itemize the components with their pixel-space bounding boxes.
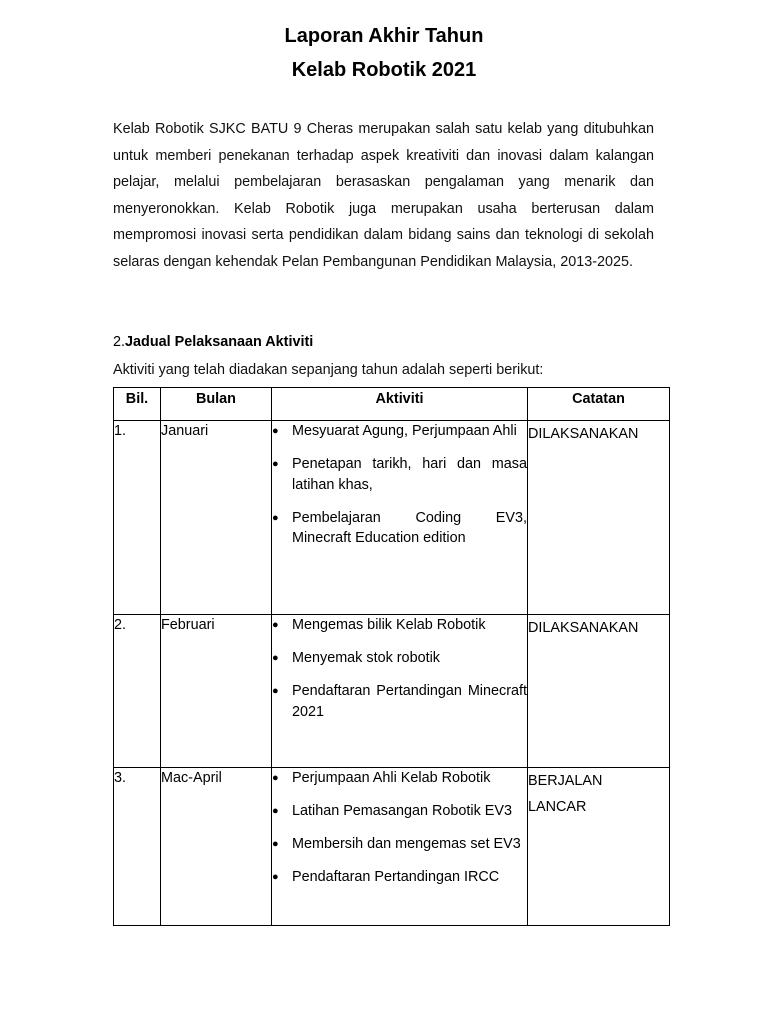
bullet-icon: ●: [272, 458, 279, 470]
row-aktiviti: [272, 615, 528, 768]
row-bulan: Februari: [161, 615, 272, 768]
table-row: [114, 768, 670, 926]
activity-text: Pendaftaran Pertandingan IRCC: [292, 869, 500, 885]
table-row: [114, 615, 670, 768]
header-catatan: Catatan: [528, 388, 670, 421]
activity-item: [272, 615, 527, 636]
document-title: Laporan Akhir Tahun: [284, 25, 484, 47]
activity-item: [272, 768, 527, 789]
header-aktiviti: Aktiviti: [272, 388, 528, 421]
document-subtitle: Kelab Robotik 2021: [291, 59, 477, 81]
row-bil: 2.: [114, 615, 161, 768]
activity-item: [272, 421, 527, 442]
activity-table: [113, 387, 670, 926]
row-catatan: [528, 615, 670, 768]
bullet-icon: ●: [272, 511, 279, 524]
activity-text: Latihan Pemasangan Robotik EV3: [292, 803, 513, 819]
activity-text: Mengemas bilik Kelab Robotik: [292, 617, 486, 633]
activity-text: Menyemak stok robotik: [292, 650, 440, 666]
row-bil: 3.: [114, 768, 161, 926]
header-bil: Bil.: [114, 388, 161, 421]
activity-list: [272, 421, 527, 549]
bullet-icon: ●: [272, 838, 279, 850]
row-aktiviti: [272, 768, 528, 926]
row-aktiviti: [272, 421, 528, 615]
bullet-icon: ●: [272, 772, 279, 784]
row-bulan: Mac-April: [161, 768, 272, 926]
row-catatan: [528, 421, 670, 615]
row-bil: 1.: [114, 421, 161, 615]
activity-text: Pembelajaran Coding EV3, Minecraft Education edition: [292, 509, 527, 546]
status-text: DILAKSANAKAN: [528, 426, 639, 442]
header-bulan: Bulan: [161, 388, 272, 421]
section-number: 2.: [113, 334, 126, 350]
activity-item: [272, 648, 527, 669]
bullet-icon: ●: [272, 425, 279, 437]
activity-text: Mesyuarat Agung, Perjumpaan Ahli: [292, 423, 517, 439]
activity-item: [272, 801, 527, 822]
activity-list: [272, 768, 527, 888]
activity-item: [272, 454, 527, 495]
table-header-row: [114, 388, 670, 421]
activity-item: [272, 867, 527, 888]
activity-item: [272, 508, 527, 549]
activity-item: [272, 834, 527, 855]
table-row: [114, 421, 670, 615]
status-text: LANCAR: [528, 799, 587, 815]
row-catatan: [528, 768, 670, 926]
bullet-icon: ●: [272, 805, 279, 817]
section-heading: [113, 332, 313, 352]
activity-text: Penetapan tarikh, hari dan masa latihan khas,: [292, 456, 527, 493]
activity-text: Membersih dan mengemas set EV3: [292, 836, 521, 852]
activity-list: [272, 615, 527, 722]
section-description: Aktiviti yang telah diadakan sepanjang tahun adalah seperti berikut:: [113, 362, 544, 378]
status-text: BERJALAN: [528, 773, 603, 789]
activity-text: Perjumpaan Ahli Kelab Robotik: [292, 770, 491, 786]
section-title: Jadual Pelaksanaan Aktiviti: [125, 334, 314, 350]
bullet-icon: ●: [272, 685, 279, 697]
bullet-icon: ●: [272, 871, 279, 883]
intro-paragraph: Kelab Robotik SJKC BATU 9 Cheras merupakan salah satu kelab yang ditubuhkan untuk memberi penekanan terhadap aspek kreativiti dan inovasi dalam kalangan pelajar, melalui pembelajaran berasaskan pengalaman yang menarik dan menyeronokkan. Kelab Robotik juga merupakan usaha berterusan dalam mempromosi inovasi serta pendidikan dalam bidang sains dan teknologi di sekolah selaras dengan kehendak Pelan Pembangunan Pendidikan Malaysia, 2013-2025.: [113, 121, 654, 270]
bullet-icon: ●: [272, 652, 279, 664]
status-text: DILAKSANAKAN: [528, 620, 639, 636]
activity-item: [272, 681, 527, 722]
bullet-icon: ●: [272, 619, 279, 631]
activity-text: Pendaftaran Pertandingan Minecraft 2021: [292, 683, 527, 720]
row-bulan: Januari: [161, 421, 272, 615]
